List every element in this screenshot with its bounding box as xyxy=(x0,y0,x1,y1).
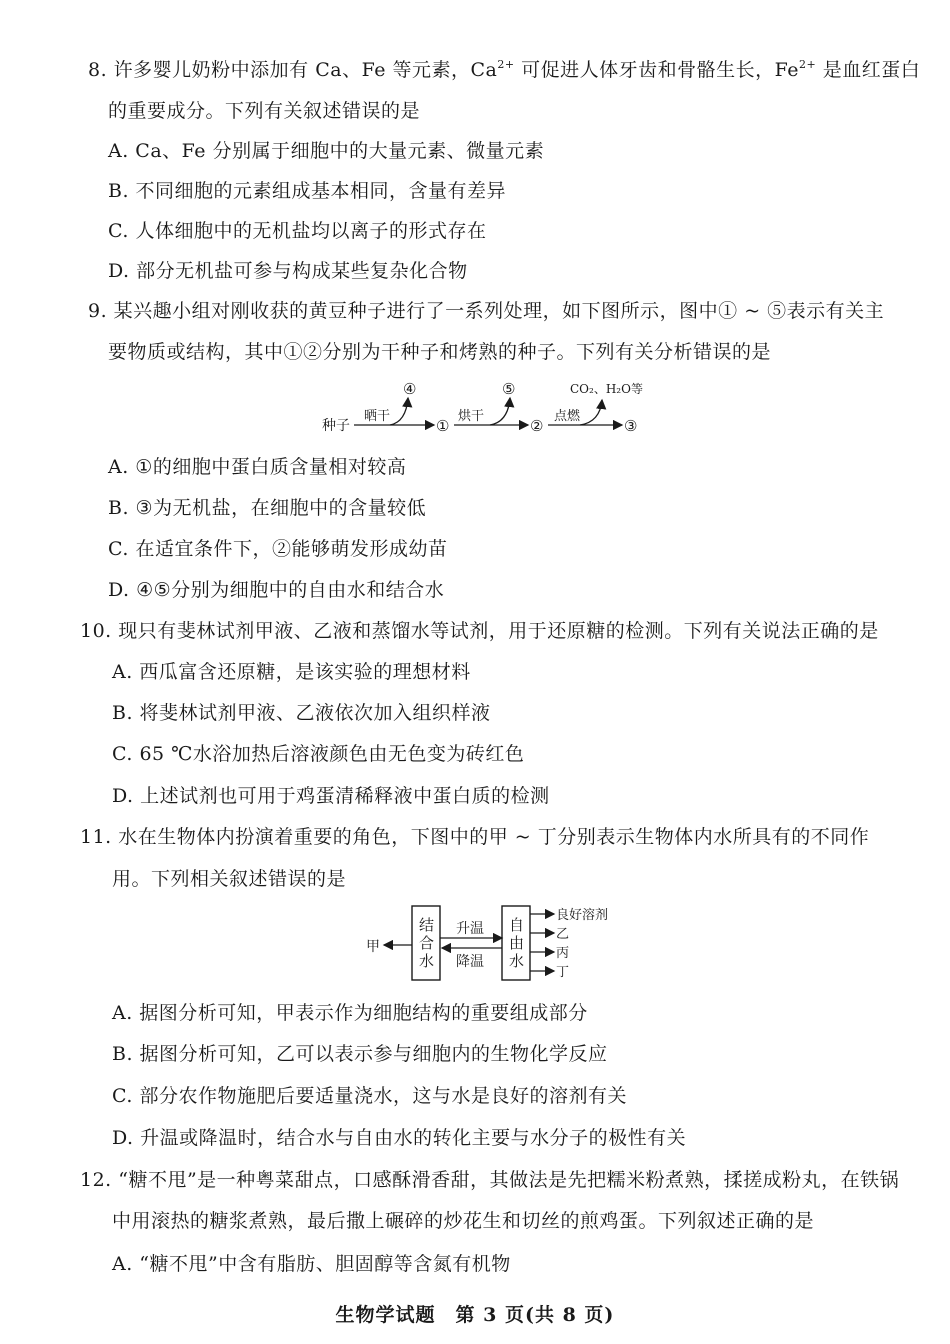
q9-option-b: B. ③为无机盐，在细胞中的含量较低 xyxy=(108,497,427,519)
cool-down-label: 降温 xyxy=(456,954,484,970)
ding-label: 丁 xyxy=(556,965,570,980)
q11-water-diagram xyxy=(360,902,630,986)
good-solvent-label: 良好溶剂 xyxy=(556,908,609,923)
q8-option-a: A. Ca、Fe 分别属于细胞中的大量元素、微量元素 xyxy=(108,140,545,162)
q11-option-b: B. 据图分析可知，乙可以表示参与细胞内的生物化学反应 xyxy=(112,1043,608,1065)
arrow-to-5 xyxy=(490,398,510,425)
q8-option-c: C. 人体细胞中的无机盐均以离子的形式存在 xyxy=(108,220,487,242)
q12-stem-line1: 12. “糖不甩”是一种粤菜甜点，口感酥滑香甜，其做法是先把糯米粉煮熟，揉搓成粉丸，在铁锅 xyxy=(80,1169,900,1191)
free-water-char1: 自 xyxy=(509,916,525,934)
q11-stem-line2: 用。下列相关叙述错误的是 xyxy=(112,868,347,890)
q9-seed-processing-diagram xyxy=(318,376,658,440)
circled-1-label: ① xyxy=(436,417,450,435)
ignite-label: 点燃 xyxy=(554,409,581,424)
q10-option-d: D. 上述试剂也可用于鸡蛋清稀释液中蛋白质的检测 xyxy=(112,785,550,807)
arrow-to-4 xyxy=(390,398,408,425)
circled-3-label: ③ xyxy=(624,417,638,435)
q12-stem-line2: 中用滚热的糖浆煮熟，最后撒上碾碎的炒花生和切丝的煎鸡蛋。下列叙述正确的是 xyxy=(112,1210,815,1232)
q11-option-c: C. 部分农作物施肥后要适量浇水，这与水是良好的溶剂有关 xyxy=(112,1085,627,1107)
jia-label: 甲 xyxy=(366,939,380,955)
circled-5-label: ⑤ xyxy=(502,380,516,398)
circled-2-label: ② xyxy=(530,417,544,435)
q9-stem-line1: 9. 某兴趣小组对刚收获的黄豆种子进行了一系列处理，如下图所示，图中① ~ ⑤表示有关主 xyxy=(88,300,885,322)
q9-option-d: D. ④⑤分别为细胞中的自由水和结合水 xyxy=(108,579,445,601)
q10-option-a: A. 西瓜富含还原糖，是该实验的理想材料 xyxy=(112,661,471,683)
circled-4-label: ④ xyxy=(403,380,417,398)
q10-stem-line1: 10. 现只有斐林试剂甲液、乙液和蒸馏水等试剂，用于还原糖的检测。下列有关说法正确的是 xyxy=(80,620,879,642)
bound-water-char3: 水 xyxy=(419,952,435,970)
q11-option-d: D. 升温或降温时，结合水与自由水的转化主要与水分子的极性有关 xyxy=(112,1127,687,1149)
oven-dry-label: 烘干 xyxy=(458,409,485,424)
yi-label: 乙 xyxy=(556,927,570,942)
q11-option-a: A. 据图分析可知，甲表示作为细胞结构的重要组成部分 xyxy=(112,1002,588,1024)
q9-option-c: C. 在适宜条件下，②能够萌发形成幼苗 xyxy=(108,538,448,560)
bing-label: 丙 xyxy=(556,946,570,961)
q10-option-b: B. 将斐林试剂甲液、乙液依次加入组织样液 xyxy=(112,702,491,724)
free-water-char3: 水 xyxy=(509,952,525,970)
bound-water-char1: 结 xyxy=(419,916,435,934)
q10-option-c: C. 65 ℃水浴加热后溶液颜色由无色变为砖红色 xyxy=(112,743,525,765)
heat-up-label: 升温 xyxy=(456,921,484,937)
q8-stem-line1: 8. 许多婴儿奶粉中添加有 Ca、Fe 等元素，$Ca^{2+}$ 可促进人体牙齿和骨骼生长，$Fe^{2+}$ 是血红蛋白 xyxy=(88,58,921,81)
q8-option-d: D. 部分无机盐可参与构成某些复杂化合物 xyxy=(108,260,468,282)
q8-stem-line2: 的重要成分。下列有关叙述错误的是 xyxy=(108,100,421,122)
q9-stem-line2: 要物质或结构，其中①②分别为干种子和烤熟的种子。下列有关分析错误的是 xyxy=(108,341,772,363)
page-footer: 生物学试题 第 3 页(共 8 页) xyxy=(335,1304,615,1326)
q12-option-a: A. “糖不甩”中含有脂肪、胆固醇等含氮有机物 xyxy=(112,1253,511,1275)
co2-h2o-label: CO₂、H₂O等 xyxy=(570,382,643,396)
seed-label: 种子 xyxy=(322,418,350,434)
q11-stem-line1: 11. 水在生物体内扮演着重要的角色，下图中的甲 ~ 丁分别表示生物体内水所具有的不同作 xyxy=(80,826,870,848)
arrow-to-co2-h2o xyxy=(580,400,602,425)
q8-option-b: B. 不同细胞的元素组成基本相同，含量有差异 xyxy=(108,180,507,202)
free-water-char2: 由 xyxy=(509,934,525,952)
sun-dry-label: 晒干 xyxy=(364,409,391,424)
q9-option-a: A. ①的细胞中蛋白质含量相对较高 xyxy=(108,456,407,478)
bound-water-char2: 合 xyxy=(419,934,435,952)
